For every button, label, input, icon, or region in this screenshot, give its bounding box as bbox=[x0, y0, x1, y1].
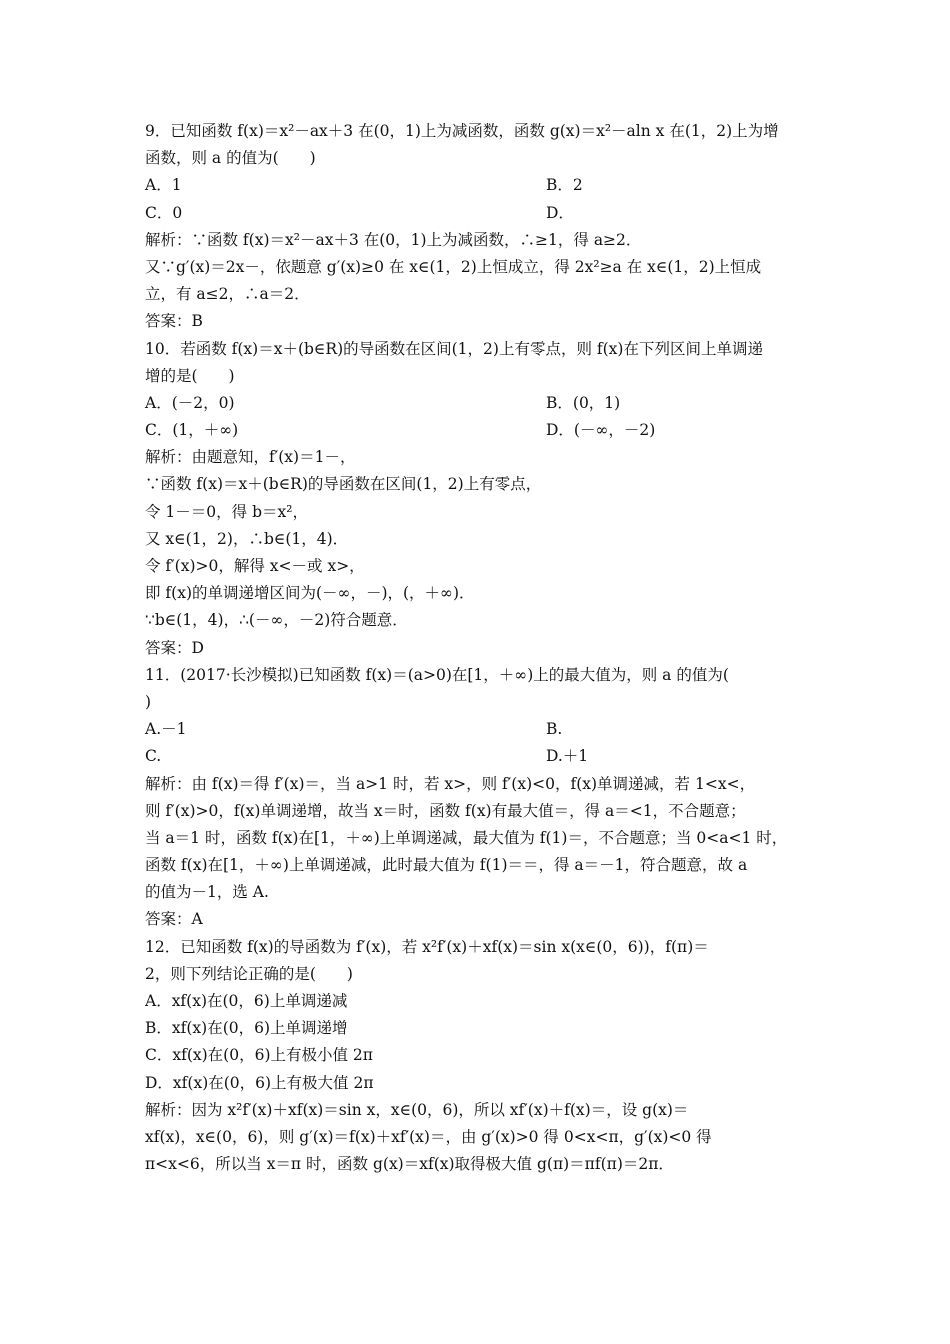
option-d: D．xf(x)在(0，6)上有极大值 2π bbox=[145, 1073, 374, 1092]
option-d: D． bbox=[546, 203, 574, 222]
solution-line: 解析：∵函数 f(x)＝x²－ax＋3 在(0，1)上为减函数，∴≥1，得 a≥2． bbox=[145, 230, 642, 249]
solution-line: 则 f′(x)>0，f(x)单调递增，故当 x＝时，函数 f(x)有最大值＝，得 a＝<1，不合题意； bbox=[145, 801, 746, 820]
option-a: A．xf(x)在(0，6)上单调递减 bbox=[145, 992, 348, 1010]
options-row bbox=[145, 417, 815, 444]
option-d: D.＋1 bbox=[546, 747, 589, 766]
solution-line: 解析：因为 x²f′(x)＋xf(x)＝sin x，x∈(0，6)，所以 xf′(x)＋f(x)＝，设 g(x)＝ bbox=[145, 1100, 689, 1119]
option-a: A．1 bbox=[145, 176, 182, 195]
question-stem-line: 2，则下列结论正确的是( ) bbox=[145, 964, 353, 983]
options-row bbox=[145, 716, 815, 743]
question-10 bbox=[145, 336, 815, 662]
question-12 bbox=[145, 934, 815, 1179]
option-c: C．0 bbox=[145, 203, 183, 222]
options-row bbox=[145, 172, 815, 199]
question-stem-line: ) bbox=[145, 692, 152, 711]
solution-line: 令 1－＝0，得 b＝x²， bbox=[145, 502, 308, 521]
option-a: A.－1 bbox=[145, 720, 187, 739]
document-page bbox=[145, 118, 815, 1178]
question-stem-line: 12．已知函数 f(x)的导函数为 f′(x)，若 x²f′(x)＋xf(x)＝sin x(x∈(0，6))，f(π)＝ bbox=[145, 937, 709, 956]
option-c: C．xf(x)在(0，6)上有极小值 2π bbox=[145, 1046, 373, 1065]
solution-line: 的值为－1，选 A. bbox=[145, 883, 269, 902]
answer-line: 答案：D bbox=[145, 638, 204, 657]
solution-line: 又 x∈(1，2)，∴b∈(1，4)． bbox=[145, 529, 349, 548]
solution-line: 即 f(x)的单调递增区间为(－∞，－)，(，＋∞)． bbox=[145, 584, 475, 603]
option-c: C．(1，＋∞) bbox=[145, 421, 239, 440]
solution-line: 解析：由题意知，f′(x)＝1－， bbox=[145, 448, 356, 467]
options-row bbox=[145, 200, 815, 227]
solution-line: xf(x)，x∈(0，6)，则 g′(x)＝f(x)＋xf′(x)＝，由 g′(x)>0 得 0<x<π，g′(x)<0 得 bbox=[145, 1127, 712, 1146]
option-d: D．(－∞，－2) bbox=[546, 421, 656, 440]
solution-line: 函数 f(x)在[1，＋∞)上单调递减，此时最大值为 f(1)＝＝，得 a＝－1，符合题意，故 a bbox=[145, 856, 748, 875]
solution-line: ∵b∈(1，4)，∴(－∞，－2)符合题意． bbox=[145, 611, 408, 630]
solution-line: 立，有 a≤2，∴a＝2． bbox=[145, 285, 310, 304]
question-stem-line: 9．已知函数 f(x)＝x²－ax＋3 在(0，1)上为减函数，函数 g(x)＝x²－aln x 在(1，2)上为增 bbox=[145, 122, 779, 140]
question-stem-line: 11．(2017·长沙模拟)已知函数 f(x)＝(a>0)在[1，＋∞)上的最大值为，则 a 的值为( bbox=[145, 665, 729, 684]
option-a: A．(－2，0) bbox=[145, 393, 235, 412]
solution-line: ∵函数 f(x)＝x＋(b∈R)的导函数在区间(1，2)上有零点， bbox=[145, 475, 542, 494]
solution-line: 又∵g′(x)＝2x－，依题意 g′(x)≥0 在 x∈(1，2)上恒成立，得 2x²≥a 在 x∈(1，2)上恒成 bbox=[145, 257, 762, 276]
option-b: B．2 bbox=[546, 176, 583, 195]
question-stem-line: 10．若函数 f(x)＝x＋(b∈R)的导函数在区间(1，2)上有零点，则 f(x)在下列区间上单调递 bbox=[145, 339, 763, 358]
question-stem-line: 增的是( ) bbox=[145, 366, 235, 385]
option-b: B. bbox=[546, 720, 563, 739]
question-11 bbox=[145, 662, 815, 934]
option-b: B．(0，1) bbox=[546, 393, 621, 412]
solution-line: π<x<6，所以当 x＝π 时，函数 g(x)＝xf(x)取得极大值 g(π)＝πf(π)＝2π． bbox=[145, 1155, 674, 1174]
solution-line: 令 f′(x)>0，解得 x<－或 x>， bbox=[145, 557, 365, 575]
solution-line: 解析：由 f(x)＝得 f′(x)＝，当 a>1 时，若 x>，则 f′(x)<0，f(x)单调递减，若 1<x<， bbox=[145, 774, 756, 793]
options-row bbox=[145, 390, 815, 417]
answer-line: 答案：A bbox=[145, 910, 203, 929]
question-stem-line: 函数，则 a 的值为( ) bbox=[145, 149, 316, 168]
answer-line: 答案：B bbox=[145, 312, 203, 331]
solution-line: 当 a＝1 时，函数 f(x)在[1，＋∞)上单调递减，最大值为 f(1)＝，不合题意；当 0<a<1 时， bbox=[145, 828, 788, 847]
options-row bbox=[145, 743, 815, 770]
option-b: B．xf(x)在(0，6)上单调递增 bbox=[145, 1019, 348, 1038]
option-c: C. bbox=[145, 747, 162, 766]
question-9 bbox=[145, 118, 815, 336]
